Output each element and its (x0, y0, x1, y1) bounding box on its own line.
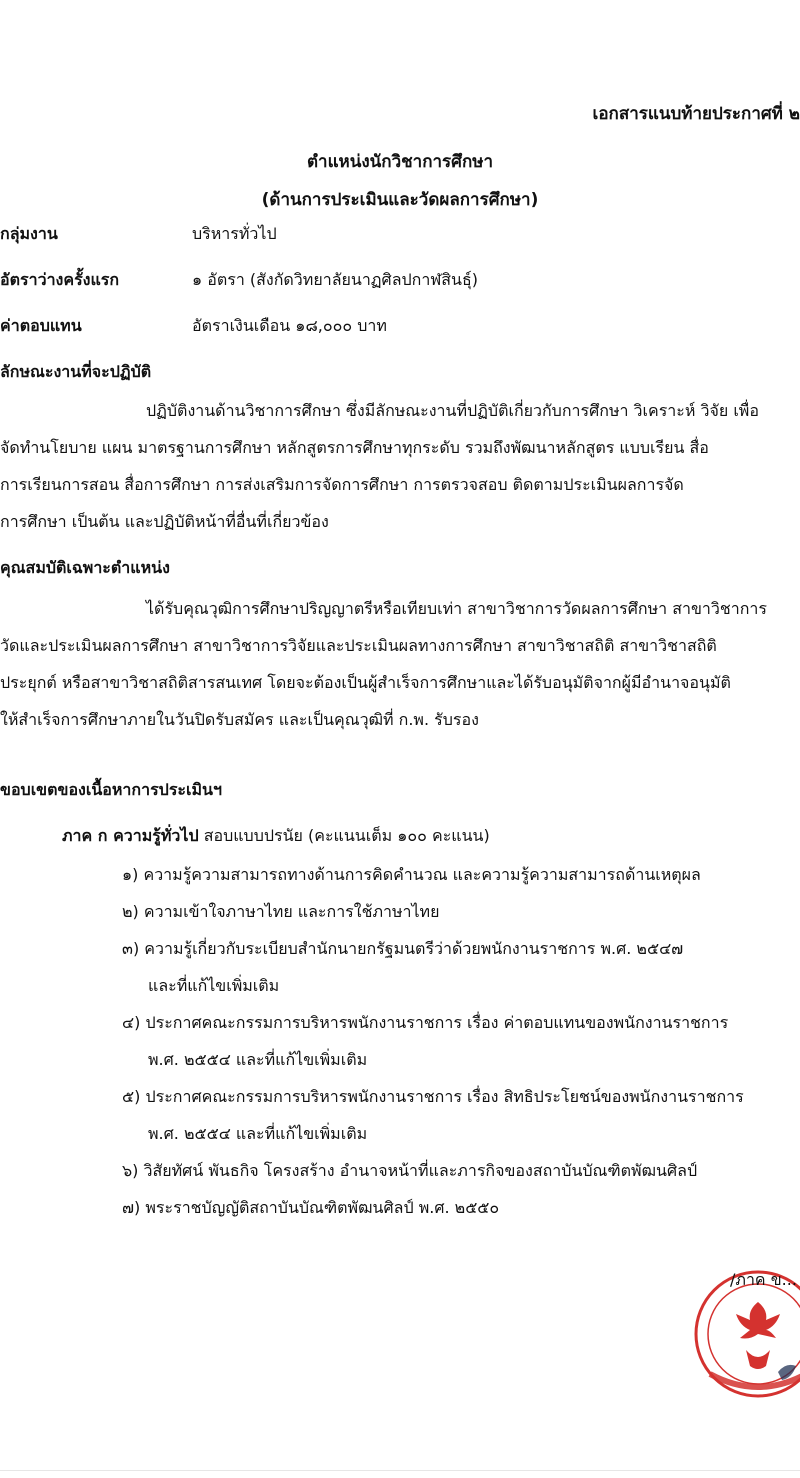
duties-line: การศึกษา เป็นต้น และปฏิบัติหน้าที่อื่นที่เกี่ยวข้อง (0, 512, 329, 531)
scope-item-continuation: พ.ศ. ๒๕๕๔ และที่แก้ไขเพิ่มเติม (148, 1050, 368, 1069)
scope-item: ๑) ความรู้ความสามารถทางด้านการคิดคำนวณ และความรู้ความสามารถด้านเหตุผล (122, 865, 701, 884)
vacancy-label: อัตราว่างครั้งแรก (0, 270, 120, 289)
position-title: ตำแหน่งนักวิชาการศึกษา (306, 152, 494, 172)
attachment-reference: เอกสารแนบท้ายประกาศที่ ๒ (592, 104, 800, 124)
qualifications-line: วัดและประเมินผลการศึกษา สาขาวิชาการวิจัยและประเมินผลทางการศึกษา สาขาวิชาสถิติ สาขาวิชาสถิติ (0, 636, 717, 655)
duties-heading: ลักษณะงานที่จะปฏิบัติ (0, 362, 152, 381)
duties-line: ปฏิบัติงานด้านวิชาการศึกษา ซึ่งมีลักษณะงานที่ปฏิบัติเกี่ยวกับการศึกษา วิเคราะห์ วิจัย เพื่อ (146, 401, 759, 420)
qualifications-line: ได้รับคุณวุฒิการศึกษาปริญญาตรีหรือเทียบเท่า สาขาวิชาการวัดผลการศึกษา สาขาวิชาการ (146, 599, 767, 618)
qualifications-paragraph (0, 590, 800, 738)
duties-line: การเรียนการสอน สื่อการศึกษา การส่งเสริมการจัดการศึกษา การตรวจสอบ ติดตามประเมินผลการจัด (0, 475, 684, 494)
scope-item-continuation: พ.ศ. ๒๕๕๔ และที่แก้ไขเพิ่มเติม (148, 1124, 368, 1143)
scope-item: ๗) พระราชบัญญัติสถาบันบัณฑิตพัฒนศิลป์ พ.ศ. ๒๕๕๐ (122, 1198, 500, 1217)
salary-value: อัตราเงินเดือน ๑๘,๐๐๐ บาท (192, 316, 387, 335)
qualifications-heading: คุณสมบัติเฉพาะตำแหน่ง (0, 558, 170, 577)
scope-item: ๓) ความรู้เกี่ยวกับระเบียบสำนักนายกรัฐมนตรีว่าด้วยพนักงานราชการ พ.ศ. ๒๕๔๗ (122, 939, 684, 958)
qualifications-line: ให้สำเร็จการศึกษาภายในวันปิดรับสมัคร และเป็นคุณวุฒิที่ ก.พ. รับรอง (0, 710, 479, 729)
qualifications-line: ประยุกต์ หรือสาขาวิชาสถิติสารสนเทศ โดยจะต้องเป็นผู้สำเร็จการศึกษาและได้รับอนุมัติจากผู้มีอำนาจอนุมัติ (0, 673, 731, 692)
scope-heading: ขอบเขตของเนื้อหาการประเมินฯ (0, 780, 222, 799)
group-label: กลุ่มงาน (0, 224, 58, 243)
duties-paragraph (0, 392, 800, 540)
part-a-description: สอบแบบปรนัย (คะแนนเต็ม ๑๐๐ คะแนน) (203, 826, 490, 845)
scope-item: ๖) วิสัยทัศน์ พันธกิจ โครงสร้าง อำนาจหน้าที่และภารกิจของสถาบันบัณฑิตพัฒนศิลป์ (122, 1161, 698, 1180)
scope-item: ๕) ประกาศคณะกรรมการบริหารพนักงานราชการ เรื่อง สิทธิประโยชน์ของพนักงานราชการ (122, 1087, 744, 1106)
part-a-label: ภาค ก ความรู้ทั่วไป (62, 826, 199, 845)
part-a-line (62, 826, 490, 846)
scope-item-list (122, 856, 800, 1226)
scope-item-continuation: และที่แก้ไขเพิ่มเติม (148, 976, 280, 995)
vacancy-value: ๑ อัตรา (สังกัดวิทยาลัยนาฏศิลปกาฬสินธุ์) (192, 270, 478, 289)
position-subtitle: (ด้านการประเมินและวัดผลการศึกษา) (261, 190, 539, 210)
scope-item: ๔) ประกาศคณะกรรมการบริหารพนักงานราชการ เรื่อง ค่าตอบแทนของพนักงานราชการ (122, 1013, 729, 1032)
salary-label: ค่าตอบแทน (0, 316, 82, 335)
duties-line: จัดทำนโยบาย แผน มาตรฐานการศึกษา หลักสูตรการศึกษาทุกระดับ รวมถึงพัฒนาหลักสูตร แบบเรียน สื่อ (0, 438, 709, 457)
group-value: บริหารทั่วไป (192, 224, 277, 243)
continuation-note: /ภาค ข... (730, 1270, 797, 1289)
scope-item: ๒) ความเข้าใจภาษาไทย และการใช้ภาษาไทย (122, 902, 440, 921)
page-edge-divider (0, 1470, 800, 1471)
